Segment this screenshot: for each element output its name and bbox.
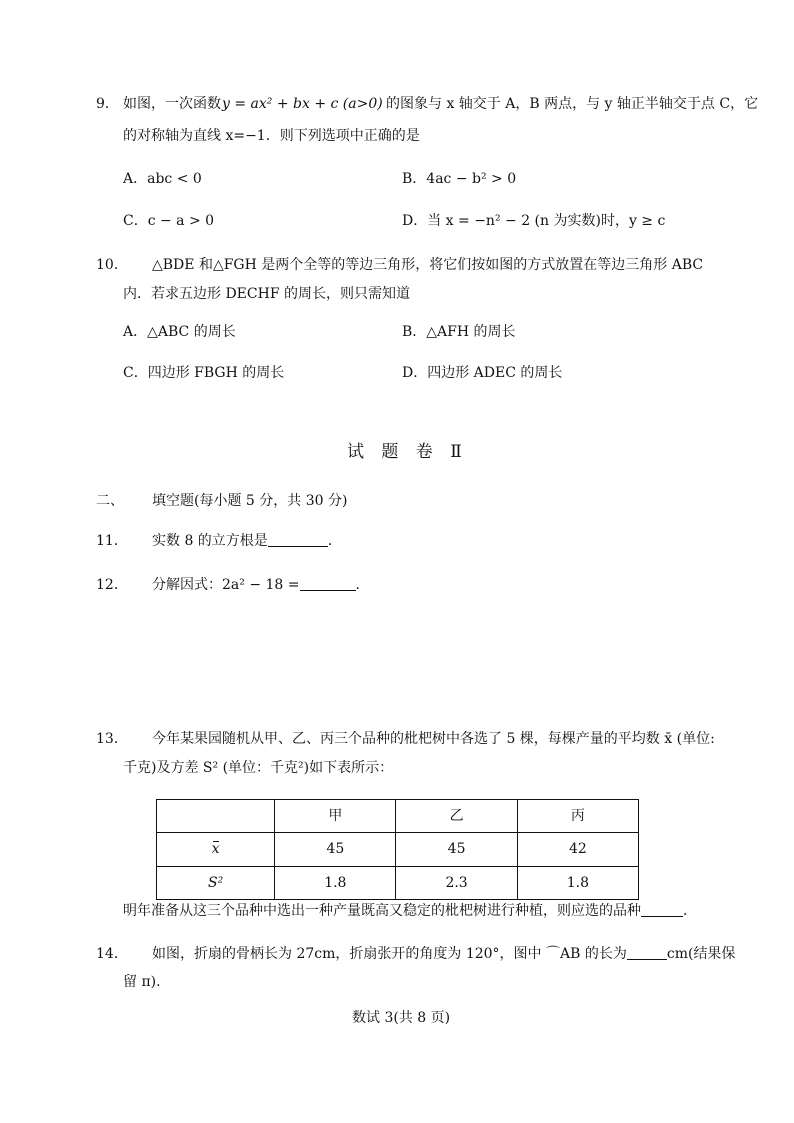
q14-number: 14． [96,946,128,962]
part2-number: 二、 [96,493,124,509]
q12-prefix: 分解因式：2a² − 18 = [152,577,300,593]
q9-number: 9． [96,96,119,112]
q9-option-d: D．当 x = −n² − 2 (n 为实数)时，y ≥ c [402,213,666,229]
table-header-cell: 丙 [517,800,638,833]
table-header-cell: 乙 [396,800,517,833]
q14-answer-blank [627,947,667,960]
table-cell: 45 [275,833,396,866]
mean-symbol: x [211,841,220,858]
q13-answer-blank [641,904,683,917]
q12-text [152,578,370,592]
q14-line1 [152,947,735,961]
q11-text [152,534,342,548]
q9-line1-suffix: 的图象与 x 轴交于 A，B 两点，与 y 轴正半轴交于点 C，它 [386,96,759,112]
q9-option-b: B．4ac − b² > 0 [402,171,517,187]
q10-line1: △BDE 和△FGH 是两个全等的等边三角形，将它们按如图的方式放置在等边三角形 ABC [152,257,704,273]
q13-after [123,904,697,918]
section-title: 试 题 卷 Ⅱ [347,442,468,462]
table-header-row [157,800,639,833]
q12-number: 12． [96,577,128,593]
q14-line1-suffix: cm(结果保 [666,946,736,962]
q10-number: 10． [96,257,128,273]
q13-line1: 今年某果园随机从甲、乙、丙三个品种的枇杷树中各选了 5 棵，每棵产量的平均数 x̄ (单位: [152,731,715,747]
table-header-cell [157,800,275,833]
q10-option-b: B．△AFH 的周长 [402,324,516,340]
table-row-label [157,833,275,866]
q9-option-c: C．c − a > 0 [123,213,215,229]
table-cell: 1.8 [275,866,396,899]
q12-suffix: ． [355,577,370,593]
q11-answer-blank [268,534,328,547]
q13-after-text: 明年准备从这三个品种中选出一种产量既高又稳定的枇杷树进行种植，则应选的品种 [123,903,641,919]
table-row [157,833,639,866]
q10-option-c: C．四边形 FBGH 的周长 [123,365,285,381]
q13-number: 13． [96,731,128,747]
table-cell: 42 [517,833,638,866]
q10-line2: 内．若求五边形 DECHF 的周长，则只需知道 [123,286,410,302]
q13-after-end: ． [683,903,697,919]
q9-option-a: A．abc < 0 [123,171,202,187]
table-cell: 45 [396,833,517,866]
q12-answer-blank [300,578,356,591]
table-row-label: S² [157,866,275,899]
q11-suffix: ． [327,533,342,549]
q14-line1-prefix: 如图，折扇的骨柄长为 27cm，折扇张开的角度为 120°，图中 ⌒AB 的长为 [152,946,627,962]
q11-number: 11． [96,533,128,549]
q14-line2: 留 π)． [123,974,171,990]
q9-line2: 的对称轴为直线 x=−1．则下列选项中正确的是 [123,128,420,144]
part2-heading: 填空题(每小题 5 分，共 30 分) [152,493,348,509]
table-row [157,866,639,899]
table-cell: 1.8 [517,866,638,899]
q9-line1-prefix: 如图，一次函数 [123,96,221,112]
table-cell: 2.3 [396,866,517,899]
q10-option-d: D．四边形 ADEC 的周长 [402,365,563,381]
page-footer: 数试 3(共 8 页) [352,1010,451,1026]
table-header-cell: 甲 [275,800,396,833]
q9-formula: y = ax² + bx + c (a>0) [222,96,383,112]
yield-table [156,799,639,900]
q11-prefix: 实数 8 的立方根是 [152,533,268,549]
q10-option-a: A．△ABC 的周长 [123,324,236,340]
q13-line2: 千克)及方差 S² (单位：千克²)如下表所示： [123,760,394,776]
